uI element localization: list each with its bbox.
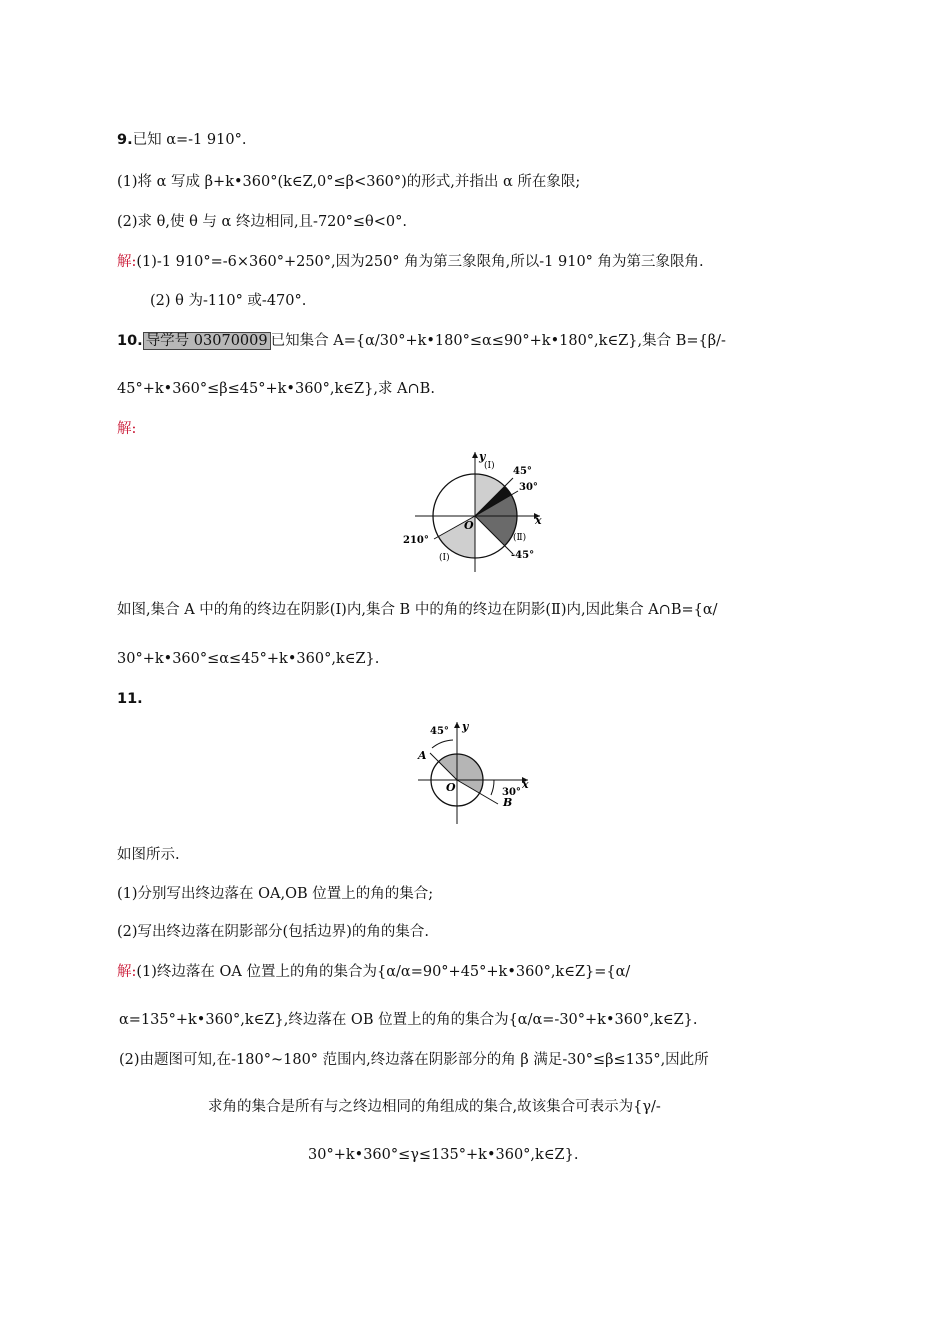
q9-part1: (1)将 α 写成 β+k•360°(k∈Z,0°≤β<360°)的形式,并指出 α 所在象限; [117, 174, 581, 190]
q11-45-label: 45° [430, 726, 449, 737]
q10-line1 [117, 331, 726, 351]
q10-answer-label: 解: [117, 421, 137, 437]
q11-part1: (1)分别写出终边落在 OA,OB 位置上的角的集合; [117, 886, 434, 902]
q10-text2: 30°+k•360°≤α≤45°+k•360°,k∈Z}. [117, 651, 380, 667]
q10-text1: 如图,集合 A 中的角的终边在阴影(Ⅰ)内,集合 B 中的角的终边在阴影(Ⅱ)内,因此集合 A∩B={α/ [117, 602, 718, 618]
q11-y-label: y [462, 720, 469, 733]
q11-x-label: x [522, 778, 529, 791]
q9-line [117, 130, 246, 150]
q9-answer1: (1)-1 910°=-6×360°+250°,因为250° 角为第三象限角,所以-1 910° 角为第三象限角. [136, 254, 704, 270]
q10-45-label: 45° [513, 466, 532, 477]
q10-region1-top-label: (Ⅰ) [484, 461, 495, 471]
q9-answer2: (2) θ 为-110° 或-470°. [150, 293, 307, 309]
q9-answer-line1 [117, 252, 704, 272]
q10-stem1: 已知集合 A={α/30°+k•180°≤α≤90°+k•180°,k∈Z},集合 B={β/- [270, 333, 726, 349]
q9-answer-label: 解: [117, 254, 137, 270]
q9-stem: 已知 α=-1 910°. [132, 132, 247, 148]
q10-region1-bottom-label: (Ⅰ) [439, 553, 450, 563]
q10-y-label: y [479, 450, 486, 463]
q10-minus45-label: -45° [511, 550, 535, 561]
q10-number: 10. [117, 333, 143, 349]
q11-origin-label: O [446, 781, 456, 794]
q11-30-label: 30° [502, 787, 521, 798]
q11-part2: (2)写出终边落在阴影部分(包括边界)的角的集合. [117, 924, 429, 940]
q10-tag: 导学号 03070009 [143, 332, 271, 350]
q11-answer1: (1)终边落在 OA 位置上的角的集合为{α/α=90°+45°+k•360°,k∈Z}={α/ [136, 964, 631, 980]
q11-answer5: 30°+k•360°≤γ≤135°+k•360°,k∈Z}. [308, 1147, 579, 1163]
q11-answer2: α=135°+k•360°,k∈Z},终边落在 OB 位置上的角的集合为{α/α=-30°+k•360°,k∈Z}. [119, 1012, 698, 1028]
q10-figure [395, 450, 555, 575]
q11-answer3: (2)由题图可知,在-180°~180° 范围内,终边落在阴影部分的角 β 满足-30°≤β≤135°,因此所 [119, 1052, 709, 1068]
q10-210-label: 210° [403, 535, 429, 546]
q9-number: 9. [117, 132, 133, 148]
q11-answer-line1 [117, 962, 630, 982]
q11-answer-label: 解: [117, 964, 137, 980]
q9-part2: (2)求 θ,使 θ 与 α 终边相同,且-720°≤θ<0°. [117, 214, 407, 230]
q10-stem2: 45°+k•360°≤β≤45°+k•360°,k∈Z},求 A∩B. [117, 381, 435, 397]
q11-intro: 如图所示. [117, 847, 180, 863]
q10-x-label: x [535, 514, 542, 527]
q10-30-label: 30° [519, 482, 538, 493]
q11-number: 11. [117, 691, 143, 707]
q11-point-a-label: A [418, 749, 427, 762]
q11-point-b-label: B [503, 796, 513, 809]
q10-region2-label: (Ⅱ) [513, 533, 527, 543]
q10-origin-label: O [464, 519, 474, 532]
q11-answer4: 求角的集合是所有与之终边相同的角组成的集合,故该集合可表示为{γ/- [208, 1099, 661, 1115]
q11-figure [410, 718, 540, 828]
